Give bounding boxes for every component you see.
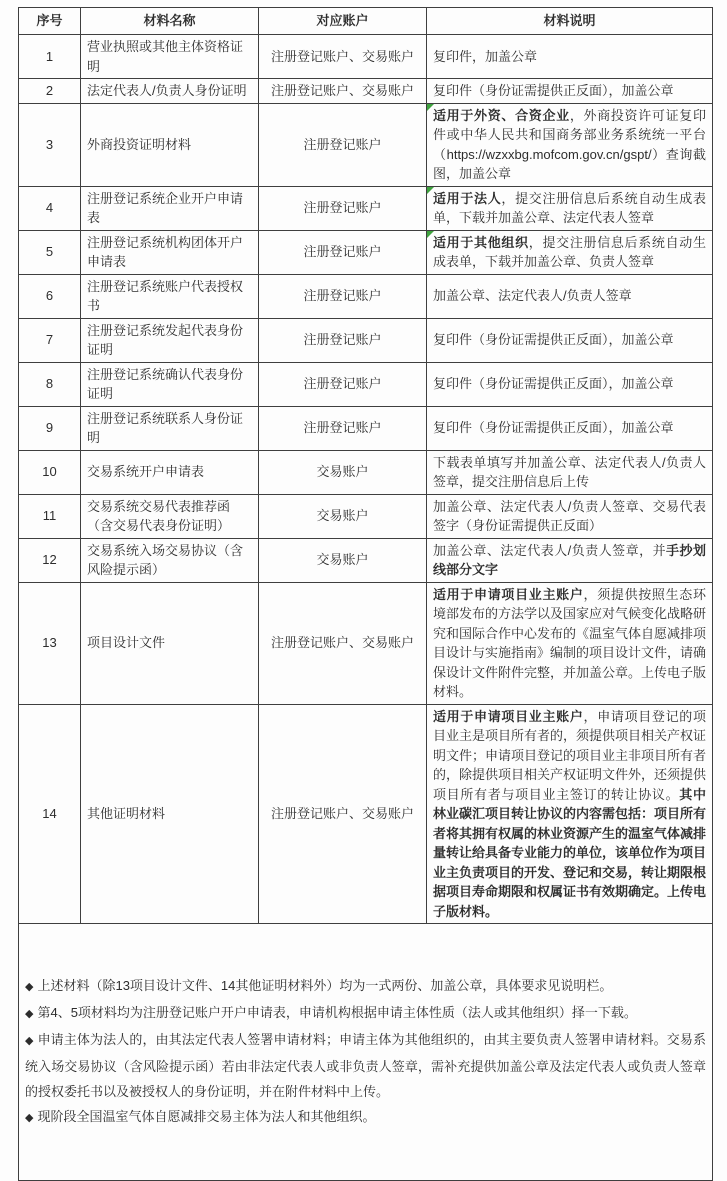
- notes-row: [19, 924, 713, 1181]
- note-text: 上述材料（除13项目设计文件、14其他证明材料外）均为一式两份、加盖公章，具体要求见说明栏。: [37, 978, 613, 993]
- description-text: 加盖公章、法定代表人/负责人签章，并: [433, 542, 667, 558]
- diamond-bullet-icon: ◆: [25, 1035, 34, 1047]
- description-text: 复印件（身份证需提供正反面），加盖公章: [433, 332, 674, 348]
- table-row: [19, 318, 713, 362]
- description-text: 加盖公章、法定代表人/负责人签章: [433, 288, 632, 304]
- material-name: 注册登记系统企业开户申请表: [81, 186, 259, 230]
- account-type: 注册登记账户: [259, 274, 427, 318]
- table-row: [19, 79, 713, 104]
- row-number: 9: [19, 406, 81, 450]
- row-number: 10: [19, 450, 81, 494]
- account-type: 注册登记账户: [259, 318, 427, 362]
- description-text: 复印件（身份证需提供正反面），加盖公章: [433, 83, 674, 98]
- material-description: [427, 318, 713, 362]
- material-description: [427, 274, 713, 318]
- material-name: 法定代表人/负责人身份证明: [81, 79, 259, 104]
- description-emphasis-text: 适用于申请项目业主账户: [433, 708, 584, 724]
- material-name: 交易系统开户申请表: [81, 450, 259, 494]
- material-description: [427, 362, 713, 406]
- account-type: 注册登记账户、交易账户: [259, 582, 427, 704]
- description-text: ，外商投资许可证复印件或中华人民共和国商务部业务系统统一平台（https://wzxxbg.mofcom.gov.cn/gspt/）查询截图，加盖公章: [433, 107, 706, 181]
- note-item: [25, 973, 706, 1000]
- note-text: 第4、5项材料均为注册登记账户开户申请表，申请机构根据申请主体性质（法人或其他组织）择一下载。: [37, 1005, 637, 1020]
- row-number: 7: [19, 318, 81, 362]
- row-number: 5: [19, 230, 81, 274]
- row-number: 2: [19, 79, 81, 104]
- table-row: [19, 230, 713, 274]
- description-emphasis-text: 手抄划线部分文字: [433, 542, 706, 577]
- account-type: 交易账户: [259, 494, 427, 538]
- account-type: 注册登记账户、交易账户: [259, 79, 427, 104]
- table-row: [19, 494, 713, 538]
- row-number: 1: [19, 35, 81, 79]
- row-number: 8: [19, 362, 81, 406]
- table-header-row: [19, 8, 713, 35]
- material-name: 注册登记系统发起代表身份证明: [81, 318, 259, 362]
- description-text: ，提交注册信息后系统自动生成表单，下载并加盖公章、法定代表人签章: [433, 190, 706, 225]
- material-name: 交易系统交易代表推荐函（含交易代表身份证明）: [81, 494, 259, 538]
- table-row: [19, 274, 713, 318]
- material-name: 其他证明材料: [81, 704, 259, 924]
- materials-table: [18, 7, 713, 1181]
- material-description: [427, 582, 713, 704]
- material-description: [427, 494, 713, 538]
- description-text: 复印件，加盖公章: [433, 48, 538, 64]
- row-number: 12: [19, 538, 81, 582]
- account-type: 注册登记账户、交易账户: [259, 35, 427, 79]
- row-number: 11: [19, 494, 81, 538]
- material-description: [427, 35, 713, 79]
- table-row: [19, 538, 713, 582]
- material-name: 注册登记系统机构团体开户申请表: [81, 230, 259, 274]
- row-number: 13: [19, 582, 81, 704]
- row-number: 6: [19, 274, 81, 318]
- material-name: 注册登记系统账户代表授权书: [81, 274, 259, 318]
- description-emphasis-text: 其中林业碳汇项目转让协议的内容需包括：项目所有者将其拥有权属的林业资源产生的温室气体减排量转让给具备专业能力的单位，该单位作为项目业主负责项目的开发、登记和交易，转让期限根据项目寿命期限和权属证书有效期确定。上传电子版材料。: [433, 786, 707, 919]
- table-row: [19, 406, 713, 450]
- description-emphasis-text: 适用于其他组织: [433, 234, 529, 250]
- note-text: 现阶段全国温室气体自愿减排交易主体为法人和其他组织。: [37, 1109, 376, 1124]
- material-description: [427, 704, 713, 924]
- column-header: 序号: [19, 8, 81, 35]
- description-text: 加盖公章、法定代表人/负责人签章、交易代表签字（身份证需提供正反面）: [433, 498, 706, 533]
- column-header: 对应账户: [259, 8, 427, 35]
- note-item: [25, 1027, 706, 1104]
- material-name: 交易系统入场交易协议（含风险提示函）: [81, 538, 259, 582]
- description-emphasis-text: 适用于申请项目业主账户: [433, 586, 584, 602]
- comment-marker-icon: [427, 231, 434, 238]
- material-description: [427, 79, 713, 104]
- notes-section: [19, 924, 713, 1181]
- material-description: [427, 103, 713, 186]
- table-row: [19, 450, 713, 494]
- table-row: [19, 362, 713, 406]
- table-row: [19, 186, 713, 230]
- diamond-bullet-icon: ◆: [25, 1112, 34, 1124]
- note-item: [25, 1000, 706, 1027]
- account-type: 注册登记账户: [259, 186, 427, 230]
- comment-marker-icon: [427, 104, 434, 111]
- row-number: 3: [19, 103, 81, 186]
- account-type: 注册登记账户、交易账户: [259, 704, 427, 924]
- description-emphasis-text: 适用于外资、合资企业: [433, 107, 570, 123]
- row-number: 4: [19, 186, 81, 230]
- column-header: 材料说明: [427, 8, 713, 35]
- description-text: 复印件（身份证需提供正反面），加盖公章: [433, 376, 674, 392]
- material-description: [427, 186, 713, 230]
- table-row: [19, 704, 713, 924]
- material-description: [427, 230, 713, 274]
- comment-marker-icon: [427, 187, 434, 194]
- account-type: 注册登记账户: [259, 103, 427, 186]
- description-text: ，须提供按照生态环境部发布的方法学以及国家应对气候变化战略研究和国际合作中心发布的《温室气体自愿减排项目设计与实施指南》编制的项目设计文件，请确保设计文件附件完整，并加盖公章。上传电子版材料。: [433, 586, 707, 699]
- diamond-bullet-icon: ◆: [25, 1008, 34, 1020]
- table-row: [19, 103, 713, 186]
- description-text: 下载表单填写并加盖公章、法定代表人/负责人签章，提交注册信息后上传: [433, 454, 706, 489]
- material-name: 注册登记系统联系人身份证明: [81, 406, 259, 450]
- material-description: [427, 406, 713, 450]
- material-description: [427, 450, 713, 494]
- description-text: ，申请项目登记的项目业主是项目所有者的，须提供项目相关产权证明文件；申请项目登记的项目业主非项目所有者的，除提供项目相关产权证明文件外，还须提供项目所有者与项目业主签订的转让协议。: [433, 708, 707, 802]
- material-name: 营业执照或其他主体资格证明: [81, 35, 259, 79]
- account-type: 注册登记账户: [259, 230, 427, 274]
- description-text: 复印件（身份证需提供正反面），加盖公章: [433, 420, 674, 436]
- material-name: 注册登记系统确认代表身份证明: [81, 362, 259, 406]
- account-type: 交易账户: [259, 450, 427, 494]
- material-name: 外商投资证明材料: [81, 103, 259, 186]
- table-row: [19, 582, 713, 704]
- diamond-bullet-icon: ◆: [25, 981, 34, 993]
- note-text: 申请主体为法人的，由其法定代表人签署申请材料；申请主体为其他组织的，由其主要负责人签署申请材料。交易系统入场交易协议（含风险提示函）若由非法定代表人或非负责人签章，需补充提供加盖公章及法定代表人或负责人签章的授权委托书以及被授权人的身份证明，并在附件材料中上传。: [25, 1032, 706, 1099]
- description-text: ，提交注册信息后系统自动生成表单，下载并加盖公章、负责人签章: [433, 234, 706, 269]
- document-page: [18, 7, 712, 1181]
- description-emphasis-text: 适用于法人: [433, 190, 502, 206]
- material-name: 项目设计文件: [81, 582, 259, 704]
- row-number: 14: [19, 704, 81, 924]
- note-item: [25, 1104, 706, 1131]
- account-type: 注册登记账户: [259, 406, 427, 450]
- table-row: [19, 35, 713, 79]
- account-type: 交易账户: [259, 538, 427, 582]
- column-header: 材料名称: [81, 8, 259, 35]
- account-type: 注册登记账户: [259, 362, 427, 406]
- material-description: [427, 538, 713, 582]
